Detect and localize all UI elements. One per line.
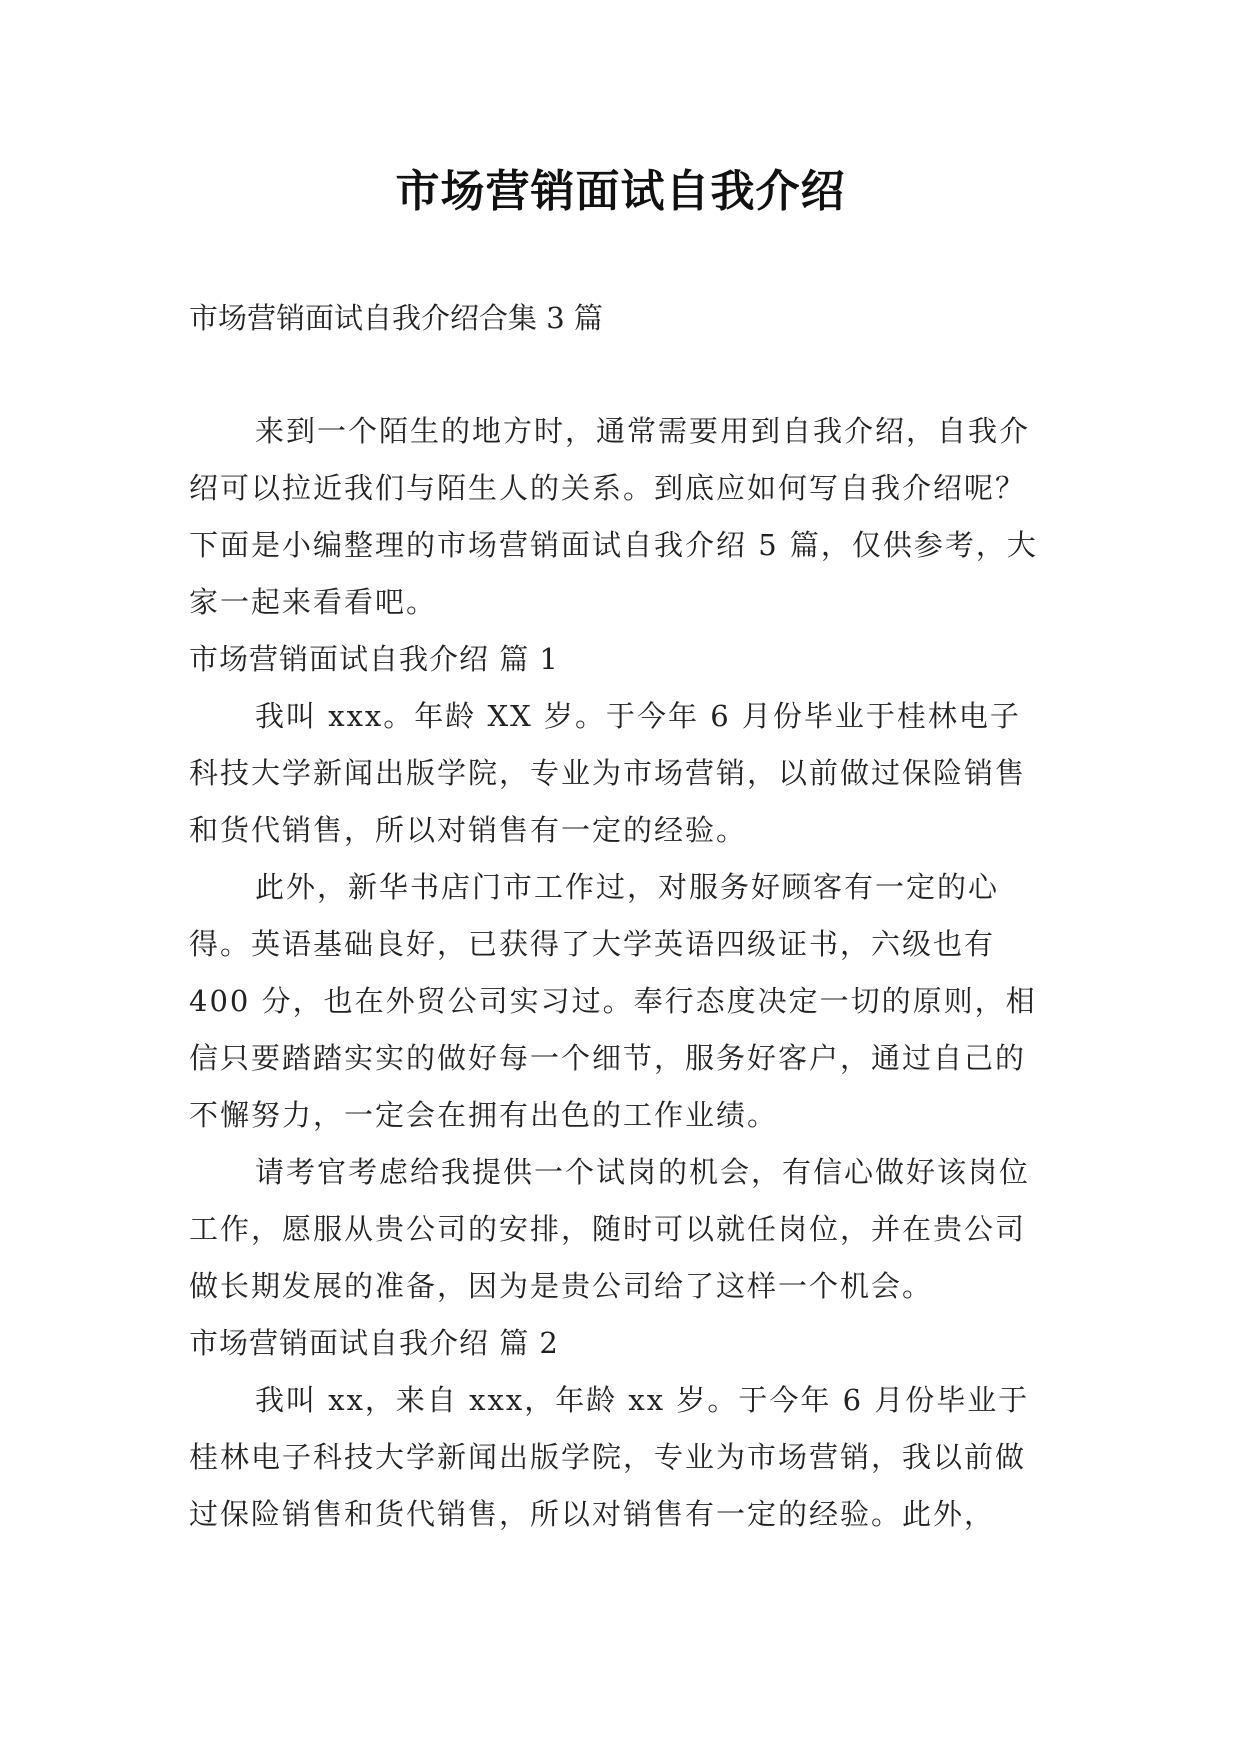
section-1-paragraph-2: 此外，新华书店门市工作过，对服务好顾客有一定的心得。英语基础良好，已获得了大学英语四级证书，六级也有 400 分，也在外贸公司实习过。奉行态度决定一切的原则，相信只要踏踏实实的做好每一个细节，服务好客户，通过自己的不懈努力，一定会在拥有出色的工作业绩。 (189, 870, 1037, 1132)
document-subtitle: 市场营销面试自我介绍合集 3 篇 (189, 301, 603, 335)
section-heading-2: 市场营销面试自我介绍 篇 2 (189, 1326, 559, 1360)
section-1-paragraph-1: 我叫 xxx。年龄 XX 岁。于今年 6 月份毕业于桂林电子科技大学新闻出版学院，专业为市场营销，以前做过保险销售和货代销售，所以对销售有一定的经验。 (189, 699, 1027, 847)
document-body (189, 403, 1049, 1543)
section-heading-1: 市场营销面试自我介绍 篇 1 (189, 642, 559, 676)
document-title: 市场营销面试自我介绍 (395, 166, 846, 217)
intro-paragraph: 来到一个陌生的地方时，通常需要用到自我介绍，自我介绍可以拉近我们与陌生人的关系。到底应如何写自我介绍呢？下面是小编整理的市场营销面试自我介绍 5 篇，仅供参考，大家一起来看看吧。 (189, 414, 1038, 619)
section-1-paragraph-3: 请考官考虑给我提供一个试岗的机会，有信心做好该岗位工作，愿服从贵公司的安排，随时可以就任岗位，并在贵公司做长期发展的准备，因为是贵公司给了这样一个机会。 (189, 1155, 1031, 1303)
section-2-paragraph-1: 我叫 xx，来自 xxx，年龄 xx 岁。于今年 6 月份毕业于桂林电子科技大学新闻出版学院，专业为市场营销，我以前做过保险销售和货代销售，所以对销售有一定的经验。此外， (189, 1383, 1030, 1531)
